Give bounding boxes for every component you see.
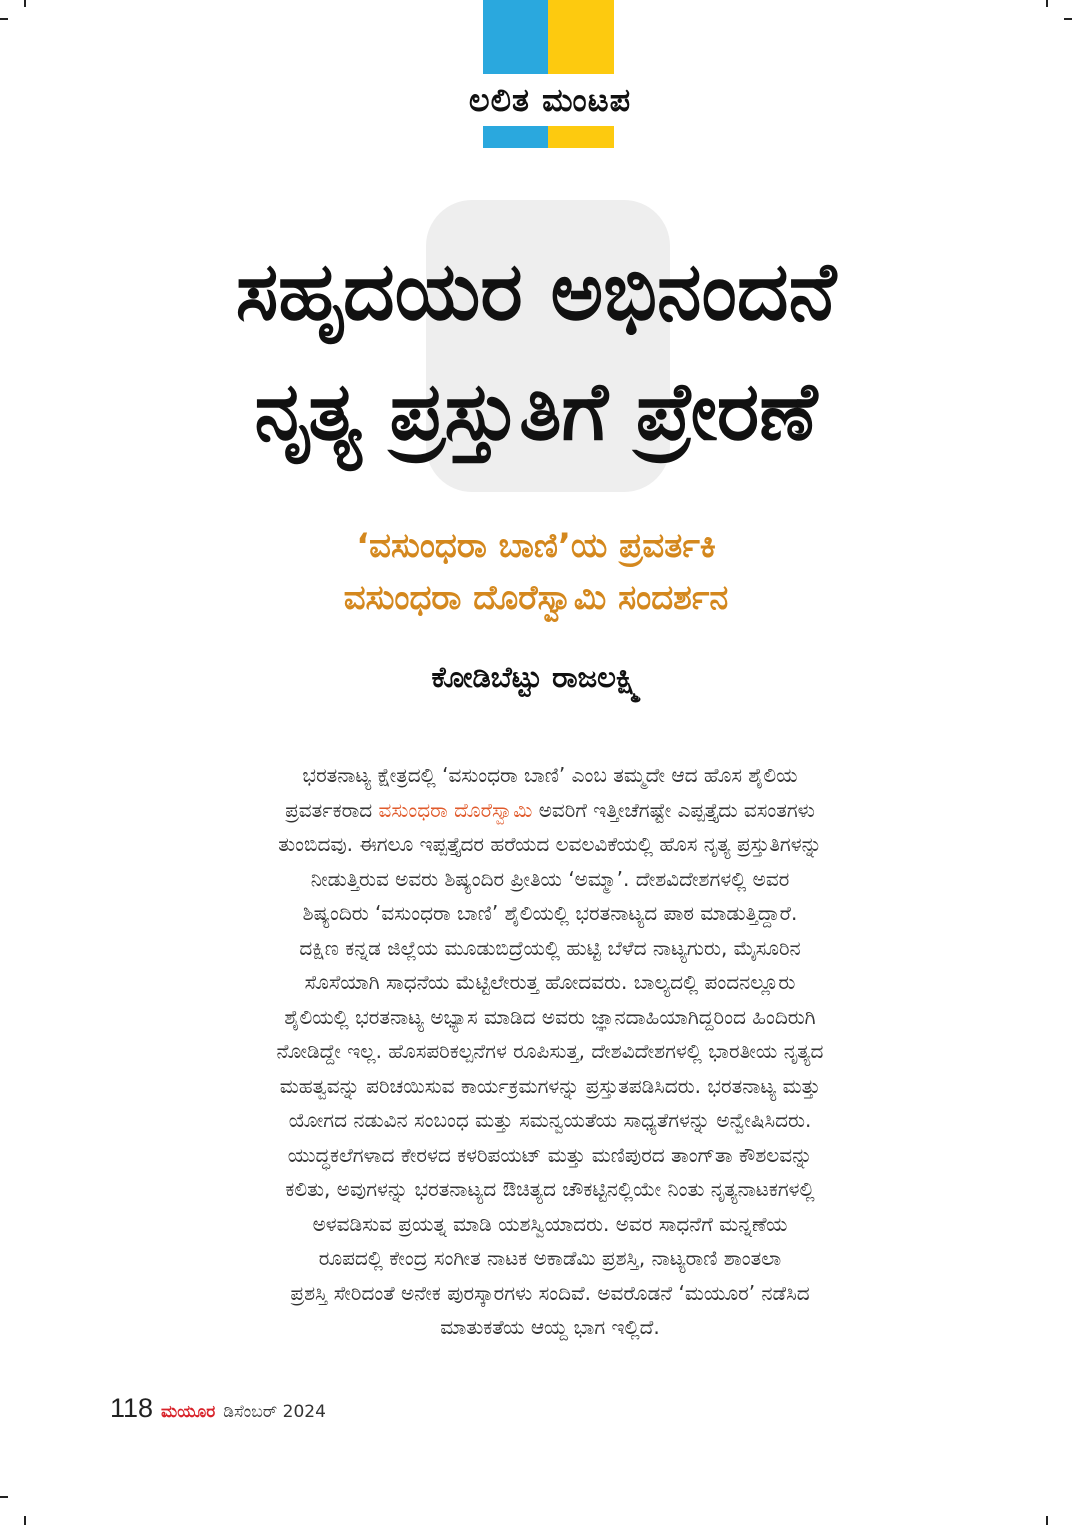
intro-paragraph — [150, 758, 950, 1345]
intro-line — [150, 793, 950, 828]
intro-line — [150, 1103, 950, 1138]
headline — [60, 232, 1012, 472]
intro-line — [150, 862, 950, 897]
intro-text: ರೂಪದಲ್ಲಿ ಕೇಂದ್ರ ಸಂಗೀತ ನಾಟಕ ಅಕಾಡೆಮಿ ಪ್ರಶಸ್ತಿ, ನಾಟ್ಯರಾಣಿ ಶಾಂತಲಾ — [318, 1246, 782, 1270]
intro-text: ಪ್ರಶಸ್ತಿ ಸೇರಿದಂತೆ ಅನೇಕ ಪುರಸ್ಕಾರಗಳು ಸಂದಿವೆ. ಅವರೊಡನೆ ‘ಮಯೂರ’ ನಡೆಸಿದ — [290, 1280, 810, 1305]
intro-line — [150, 896, 950, 931]
intro-text: ನೋಡಿದ್ದೇ ಇಲ್ಲ. ಹೊಸಪರಿಕಲ್ಪನೆಗಳ ರೂಪಿಸುತ್ತ, ದೇಶವಿದೇಶಗಳಲ್ಲಿ ಭಾರತೀಯ ನೃತ್ಯದ — [276, 1039, 824, 1063]
intro-line — [150, 1069, 950, 1104]
subtitle-line-2: ವಸುಂಧರಾ ದೊರೆಸ್ವಾಮಿ ಸಂದರ್ಶನ — [343, 578, 729, 618]
intro-line — [150, 1034, 950, 1069]
intro-line — [150, 1172, 950, 1207]
headline-line-2: ನೃತ್ಯ ಪ್ರಸ್ತುತಿಗೆ ಪ್ರೇರಣೆ — [254, 365, 818, 458]
magazine-name: ಮಯೂರ — [161, 1402, 216, 1422]
intro-line — [150, 965, 950, 1000]
intro-text: ಸೊಸೆಯಾಗಿ ಸಾಧನೆಯ ಮೆಟ್ಟಿಲೇರುತ್ತ ಹೋದವರು. ಬಾಲ್ಯದಲ್ಲಿ ಪಂದನಲ್ಲೂರು — [304, 970, 796, 994]
intro-text: ಕಲಿತು, ಅವುಗಳನ್ನು ಭರತನಾಟ್ಯದ ಔಚಿತ್ಯದ ಚೌಕಟ್ಟಿನಲ್ಲಿಯೇ ನಿಂತು ನೃತ್ಯನಾಟಕಗಳಲ್ಲಿ — [285, 1177, 815, 1201]
intro-text: ತುಂಬಿದವು. ಈಗಲೂ ಇಪ್ಪತ್ತೈದರ ಹರೆಯದ ಲವಲವಿಕೆಯಲ್ಲಿ ಹೊಸ ನೃತ್ಯ ಪ್ರಸ್ತುತಿಗಳನ್ನು — [278, 832, 822, 856]
intro-text: ಪ್ರವರ್ತಕರಾದ — [285, 797, 379, 822]
intro-text: ಅವರಿಗೆ ಇತ್ತೀಚೆಗಷ್ಟೇ ಎಪ್ಪತ್ತೈದು ವಸಂತಗಳು — [532, 797, 815, 822]
crop-mark — [24, 1516, 26, 1525]
byline: ಕೋಡಿಬೆಟ್ಟು ರಾಜಲಕ್ಷ್ಮಿ — [431, 660, 641, 694]
crop-mark — [1064, 18, 1072, 20]
page-footer — [110, 1393, 326, 1424]
intro-line — [150, 931, 950, 966]
intro-text: ಯೋಗದ ನಡುವಿನ ಸಂಬಂಧ ಮತ್ತು ಸಮನ್ವಯತೆಯ ಸಾಧ್ಯತೆಗಳನ್ನು ಅನ್ವೇಷಿಸಿದರು. — [288, 1108, 812, 1132]
crop-mark — [1046, 0, 1048, 7]
highlighted-name: ವಸುಂಧರಾ ದೊರೆಸ್ವಾಮಿ — [378, 797, 533, 822]
intro-line — [150, 1241, 950, 1276]
subtitle — [120, 520, 952, 624]
crop-mark — [1046, 1516, 1048, 1525]
intro-text: ಮಾತುಕತೆಯ ಆಯ್ದ ಭಾಗ ಇಲ್ಲಿದೆ. — [440, 1315, 660, 1339]
intro-line — [150, 758, 950, 793]
intro-line — [150, 1000, 950, 1035]
intro-text: ಮಹತ್ವವನ್ನು ಪರಿಚಯಿಸುವ ಕಾರ್ಯಕ್ರಮಗಳನ್ನು ಪ್ರಸ್ತುತಪಡಿಸಿದರು. ಭರತನಾಟ್ಯ ಮತ್ತು — [279, 1073, 821, 1098]
issue-date: ಡಿಸೆಂಬರ್ 2024 — [223, 1402, 326, 1422]
intro-text: ನೀಡುತ್ತಿರುವ ಅವರು ಶಿಷ್ಯಂದಿರ ಪ್ರೀತಿಯ ‘ಅಮ್ಮಾ’. ದೇಶವಿದೇಶಗಳಲ್ಲಿ ಅವರ — [310, 866, 790, 891]
page-number: 118 — [110, 1393, 154, 1423]
subtitle-line-1: ‘ವಸುಂಧರಾ ಬಾಣಿ’ಯ ಪ್ರವರ್ತಕಿ — [356, 526, 716, 566]
intro-text: ಅಳವಡಿಸುವ ಪ್ರಯತ್ನ ಮಾಡಿ ಯಶಸ್ವಿಯಾದರು. ಅವರ ಸಾಧನೆಗೆ ಮನ್ನಣೆಯ — [312, 1211, 788, 1236]
section-label: ಲಲಿತ ಮಂಟಪ — [468, 80, 632, 119]
crop-mark — [0, 18, 8, 20]
intro-line — [150, 1310, 950, 1345]
intro-line — [150, 1276, 950, 1311]
intro-text: ಶಿಷ್ಯಂದಿರು ‘ವಸುಂಧರಾ ಬಾಣಿ’ ಶೈಲಿಯಲ್ಲಿ ಭರತನಾಟ್ಯದ ಪಾಠ ಮಾಡುತ್ತಿದ್ದಾರೆ. — [302, 901, 798, 925]
intro-text: ದಕ್ಷಿಣ ಕನ್ನಡ ಜಿಲ್ಲೆಯ ಮೂಡುಬಿದ್ರೆಯಲ್ಲಿ ಹುಟ್ಟಿ ಬೆಳೆದ ನಾಟ್ಯಗುರು, ಮೈಸೂರಿನ — [299, 935, 801, 960]
section-header — [430, 74, 670, 126]
crop-mark — [24, 0, 26, 7]
intro-text: ಭರತನಾಟ್ಯ ಕ್ಷೇತ್ರದಲ್ಲಿ ‘ವಸುಂಧರಾ ಬಾಣಿ’ ಎಂಬ ತಮ್ಮದೇ ಆದ ಹೊಸ ಶೈಲಿಯ — [302, 763, 798, 787]
intro-line — [150, 827, 950, 862]
crop-mark — [0, 1496, 8, 1498]
intro-text: ಯುದ್ಧಕಲೆಗಳಾದ ಕೇರಳದ ಕಳರಿಪಯಟ್ ಮತ್ತು ಮಣಿಪುರದ ತಾಂಗ್‌ತಾ ಕೌಶಲವನ್ನು — [287, 1142, 813, 1167]
intro-line — [150, 1138, 950, 1173]
headline-line-1: ಸಹೃದಯರ ಅಭಿನಂದನೆ — [235, 245, 837, 338]
intro-text: ಶೈಲಿಯಲ್ಲಿ ಭರತನಾಟ್ಯ ಅಭ್ಯಾಸ ಮಾಡಿದ ಅವರು ಜ್ಞಾನದಾಹಿಯಾಗಿದ್ದರಿಂದ ಹಿಂದಿರುಗಿ — [284, 1004, 816, 1029]
intro-line — [150, 1207, 950, 1242]
